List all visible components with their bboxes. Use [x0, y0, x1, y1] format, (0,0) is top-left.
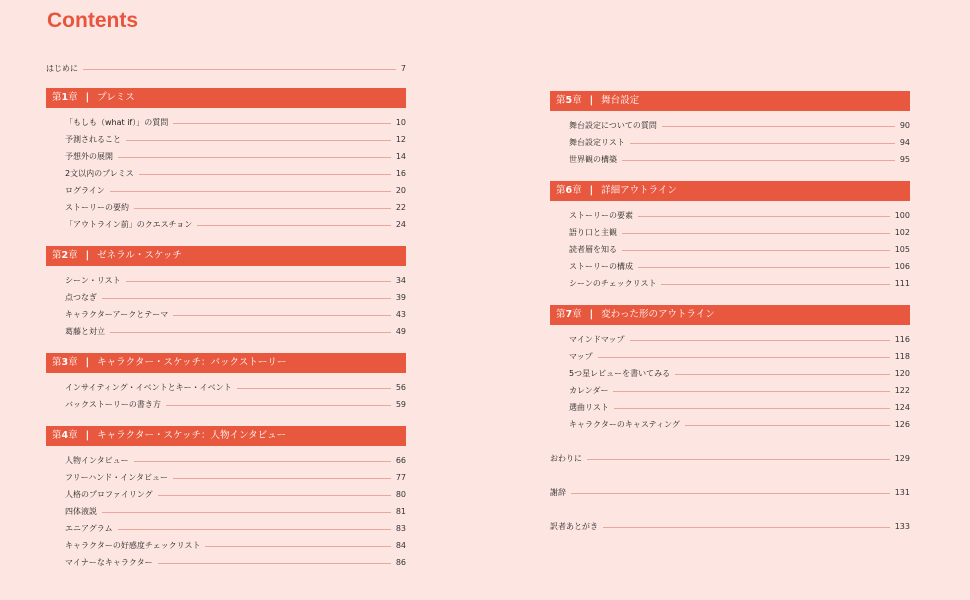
toc-entry[interactable] — [46, 396, 406, 413]
entry-page: 56 — [395, 383, 406, 392]
entry-label: 選曲リスト — [569, 403, 609, 412]
chapter-header-3[interactable] — [46, 353, 406, 373]
chapter-items — [46, 452, 406, 571]
entry-label: キャラクターの好感度チェックリスト — [65, 541, 201, 550]
chapter-number — [52, 426, 78, 446]
leader-line — [110, 191, 391, 192]
leader-line — [166, 405, 391, 406]
entry-page: 122 — [894, 386, 910, 395]
entry-page: 102 — [894, 228, 910, 237]
chapter-items — [550, 207, 910, 292]
entry-label: 「もしも（what if）」の質問 — [65, 118, 169, 127]
toc-entry[interactable] — [46, 289, 406, 306]
entry-page: 66 — [395, 456, 406, 465]
toc-right-column — [550, 60, 910, 535]
entry-page: 133 — [894, 522, 910, 531]
entry-page: 7 — [400, 64, 406, 73]
toc-entry[interactable] — [550, 348, 910, 365]
chapter-items — [46, 114, 406, 233]
chapter-digit: 7 — [565, 309, 573, 320]
entry-page: 12 — [395, 135, 406, 144]
toc-entry[interactable] — [46, 165, 406, 182]
toc-entry[interactable] — [46, 379, 406, 396]
leader-line — [173, 478, 391, 479]
chapter-prefix: 第 — [52, 92, 62, 103]
toc-entry[interactable] — [46, 148, 406, 165]
entry-label: ストーリーの要約 — [65, 203, 129, 212]
entry-label: カレンダー — [569, 386, 609, 395]
entry-label: おわりに — [550, 454, 582, 463]
entry-page: 94 — [899, 138, 910, 147]
chapter-items — [46, 379, 406, 413]
entry-label: エニアグラム — [65, 524, 113, 533]
chapter-separator: | — [85, 430, 90, 441]
leader-line — [237, 388, 391, 389]
leader-line — [205, 546, 390, 547]
entry-label: ストーリーの構成 — [569, 262, 633, 271]
chapter-header-6[interactable] — [550, 181, 910, 201]
leader-line — [126, 281, 391, 282]
entry-label: 舞台設定についての質問 — [569, 121, 657, 130]
entry-label: 2文以内のプレミス — [65, 169, 134, 178]
chapter-separator: | — [85, 250, 90, 261]
toc-entry[interactable] — [46, 503, 406, 520]
chapter-prefix: 第 — [556, 95, 566, 106]
toc-entry[interactable] — [46, 452, 406, 469]
entry-page: 105 — [894, 245, 910, 254]
entry-page: 49 — [395, 327, 406, 336]
entry-page: 131 — [894, 488, 910, 497]
chapter-suffix: 章 — [572, 95, 582, 106]
entry-page: 129 — [894, 454, 910, 463]
chapter-digit: 2 — [61, 250, 69, 261]
entry-page: 124 — [894, 403, 910, 412]
leader-line — [158, 563, 391, 564]
toc-entry[interactable] — [46, 554, 406, 571]
toc-entry-intro[interactable] — [46, 60, 406, 77]
chapter-prefix: 第 — [556, 185, 566, 196]
entry-label: マップ — [569, 352, 593, 361]
toc-entry[interactable] — [550, 416, 910, 433]
chapter-suffix: 章 — [68, 430, 78, 441]
chapter-digit: 1 — [61, 92, 69, 103]
toc-entry[interactable] — [550, 151, 910, 168]
leader-line — [661, 284, 889, 285]
entry-label: 訳者あとがき — [550, 522, 598, 531]
toc-entry[interactable] — [46, 306, 406, 323]
leader-line — [134, 208, 391, 209]
entry-page: 106 — [894, 262, 910, 271]
entry-page: 118 — [894, 352, 910, 361]
leader-line — [110, 332, 391, 333]
leader-line — [126, 140, 391, 141]
chapter-digit: 4 — [61, 430, 69, 441]
entry-label: 謝辞 — [550, 488, 566, 497]
leader-line — [102, 298, 391, 299]
leader-line — [685, 425, 890, 426]
entry-page: 90 — [899, 121, 910, 130]
entry-label: 5つ星レビューを書いてみる — [569, 369, 671, 378]
chapter-items — [550, 117, 910, 168]
chapter-digit: 6 — [565, 185, 573, 196]
toc-entry[interactable] — [550, 450, 910, 467]
chapter-separator: | — [85, 357, 90, 368]
entry-page: 24 — [395, 220, 406, 229]
chapter-title: 変わった形のアウトライン — [601, 309, 715, 320]
chapter-title: キャラクター・スケッチ：人物インタビュー — [97, 430, 287, 441]
chapter-title: 詳細アウトライン — [601, 185, 677, 196]
leader-line — [630, 340, 890, 341]
entry-label: 予想外の展開 — [65, 152, 113, 161]
entry-label: 予測されること — [65, 135, 121, 144]
leader-line — [638, 216, 890, 217]
toc-left-column — [46, 60, 406, 571]
toc-entry[interactable] — [46, 469, 406, 486]
leader-line — [622, 233, 890, 234]
entry-label: バックストーリーの書き方 — [65, 400, 161, 409]
leader-line — [118, 157, 391, 158]
entry-page: 81 — [395, 507, 406, 516]
entry-label: 読者層を知る — [569, 245, 617, 254]
entry-label: マインドマップ — [569, 335, 625, 344]
entry-page: 86 — [395, 558, 406, 567]
leader-line — [598, 357, 890, 358]
chapter-number — [52, 88, 78, 108]
entry-label: 人格のプロファイリング — [65, 490, 153, 499]
chapter-digit: 5 — [565, 95, 573, 106]
entry-page: 10 — [395, 118, 406, 127]
entry-page: 120 — [894, 369, 910, 378]
toc-entry[interactable] — [550, 331, 910, 348]
chapter-header-4[interactable] — [46, 426, 406, 446]
leader-line — [571, 493, 890, 494]
toc-entry[interactable] — [46, 272, 406, 289]
toc-entry[interactable] — [46, 486, 406, 503]
chapter-title: キャラクター・スケッチ：バックストーリー — [97, 357, 287, 368]
left-chapters — [46, 88, 406, 571]
chapter-header-5[interactable] — [550, 91, 910, 111]
page-title: Contents — [47, 9, 138, 32]
leader-line — [173, 315, 391, 316]
right-outro — [550, 450, 910, 535]
entry-label: 「アウトライン前」のクエスチョン — [65, 220, 193, 229]
leader-line — [613, 391, 889, 392]
entry-page: 77 — [395, 473, 406, 482]
toc-entry[interactable] — [550, 275, 910, 292]
toc-entry[interactable] — [550, 484, 910, 501]
entry-label: キャラクターアークとテーマ — [65, 310, 169, 319]
entry-page: 34 — [395, 276, 406, 285]
entry-label: 葛藤と対立 — [65, 327, 105, 336]
chapter-items — [46, 272, 406, 340]
entry-label: ログライン — [65, 186, 105, 195]
toc-entry[interactable] — [550, 207, 910, 224]
toc-entry[interactable] — [46, 216, 406, 233]
entry-page: 43 — [395, 310, 406, 319]
chapter-digit: 3 — [61, 357, 69, 368]
leader-line — [197, 225, 391, 226]
chapter-separator: | — [589, 95, 594, 106]
leader-line — [622, 250, 890, 251]
chapter-suffix: 章 — [68, 250, 78, 261]
chapter-header-1[interactable] — [46, 88, 406, 108]
toc-entry[interactable] — [550, 382, 910, 399]
leader-line — [134, 461, 391, 462]
entry-label: 点つなぎ — [65, 293, 97, 302]
chapter-number — [556, 305, 582, 325]
entry-page: 16 — [395, 169, 406, 178]
toc-entry[interactable] — [550, 224, 910, 241]
entry-label: インサイティング・イベントとキー・イベント — [65, 383, 232, 392]
entry-page: 84 — [395, 541, 406, 550]
entry-page: 100 — [894, 211, 910, 220]
toc-entry[interactable] — [550, 241, 910, 258]
chapter-separator: | — [589, 309, 594, 320]
entry-page: 22 — [395, 203, 406, 212]
chapter-number — [52, 353, 78, 373]
chapter-number — [52, 246, 78, 266]
entry-label: 四体液説 — [65, 507, 97, 516]
entry-label: キャラクターのキャスティング — [569, 420, 680, 429]
leader-line — [603, 527, 890, 528]
chapter-separator: | — [589, 185, 594, 196]
toc-entry[interactable] — [550, 117, 910, 134]
chapter-title: プレミス — [97, 92, 135, 103]
chapter-separator: | — [85, 92, 90, 103]
entry-label: 語り口と主観 — [569, 228, 617, 237]
leader-line — [83, 69, 396, 70]
toc-entry[interactable] — [46, 520, 406, 537]
chapter-header-2[interactable] — [46, 246, 406, 266]
entry-label: 世界観の構築 — [569, 155, 617, 164]
chapter-items — [550, 331, 910, 433]
entry-page: 95 — [899, 155, 910, 164]
leader-line — [139, 174, 391, 175]
toc-entry[interactable] — [46, 199, 406, 216]
toc-entry[interactable] — [550, 365, 910, 382]
entry-page: 20 — [395, 186, 406, 195]
entry-label: シーン・リスト — [65, 276, 121, 285]
entry-label: シーンのチェックリスト — [569, 279, 657, 288]
toc-entry[interactable] — [550, 399, 910, 416]
leader-line — [587, 459, 890, 460]
chapter-title: ゼネラル・スケッチ — [97, 250, 182, 261]
chapter-prefix: 第 — [556, 309, 566, 320]
entry-page: 59 — [395, 400, 406, 409]
toc-entry[interactable] — [550, 518, 910, 535]
chapter-prefix: 第 — [52, 250, 62, 261]
entry-label: ストーリーの要素 — [569, 211, 633, 220]
chapter-suffix: 章 — [572, 185, 582, 196]
leader-line — [630, 143, 895, 144]
chapter-number — [556, 91, 582, 111]
entry-page: 14 — [395, 152, 406, 161]
toc-entry[interactable] — [46, 537, 406, 554]
toc-entry[interactable] — [550, 258, 910, 275]
chapter-header-7[interactable] — [550, 305, 910, 325]
leader-line — [118, 529, 391, 530]
chapter-prefix: 第 — [52, 430, 62, 441]
leader-line — [675, 374, 890, 375]
leader-line — [622, 160, 895, 161]
entry-label: フリーハンド・インタビュー — [65, 473, 168, 482]
leader-line — [638, 267, 890, 268]
chapter-number — [556, 181, 582, 201]
toc-entry[interactable] — [46, 182, 406, 199]
entry-label: 舞台設定リスト — [569, 138, 625, 147]
chapter-suffix: 章 — [572, 309, 582, 320]
entry-page: 116 — [894, 335, 910, 344]
leader-line — [173, 123, 391, 124]
leader-line — [614, 408, 890, 409]
toc-entry[interactable] — [46, 323, 406, 340]
entry-page: 126 — [894, 420, 910, 429]
entry-page: 83 — [395, 524, 406, 533]
entry-page: 111 — [894, 279, 910, 288]
chapter-prefix: 第 — [52, 357, 62, 368]
toc-entry[interactable] — [46, 131, 406, 148]
entry-label: 人物インタビュー — [65, 456, 129, 465]
toc-entry[interactable] — [46, 114, 406, 131]
leader-line — [102, 512, 391, 513]
chapter-suffix: 章 — [68, 357, 78, 368]
entry-label: マイナーなキャラクター — [65, 558, 153, 567]
entry-page: 39 — [395, 293, 406, 302]
right-chapters — [550, 91, 910, 433]
leader-line — [158, 495, 391, 496]
chapter-suffix: 章 — [68, 92, 78, 103]
toc-entry[interactable] — [550, 134, 910, 151]
entry-label: はじめに — [46, 64, 78, 73]
leader-line — [662, 126, 895, 127]
chapter-title: 舞台設定 — [601, 95, 640, 106]
entry-page: 80 — [395, 490, 406, 499]
